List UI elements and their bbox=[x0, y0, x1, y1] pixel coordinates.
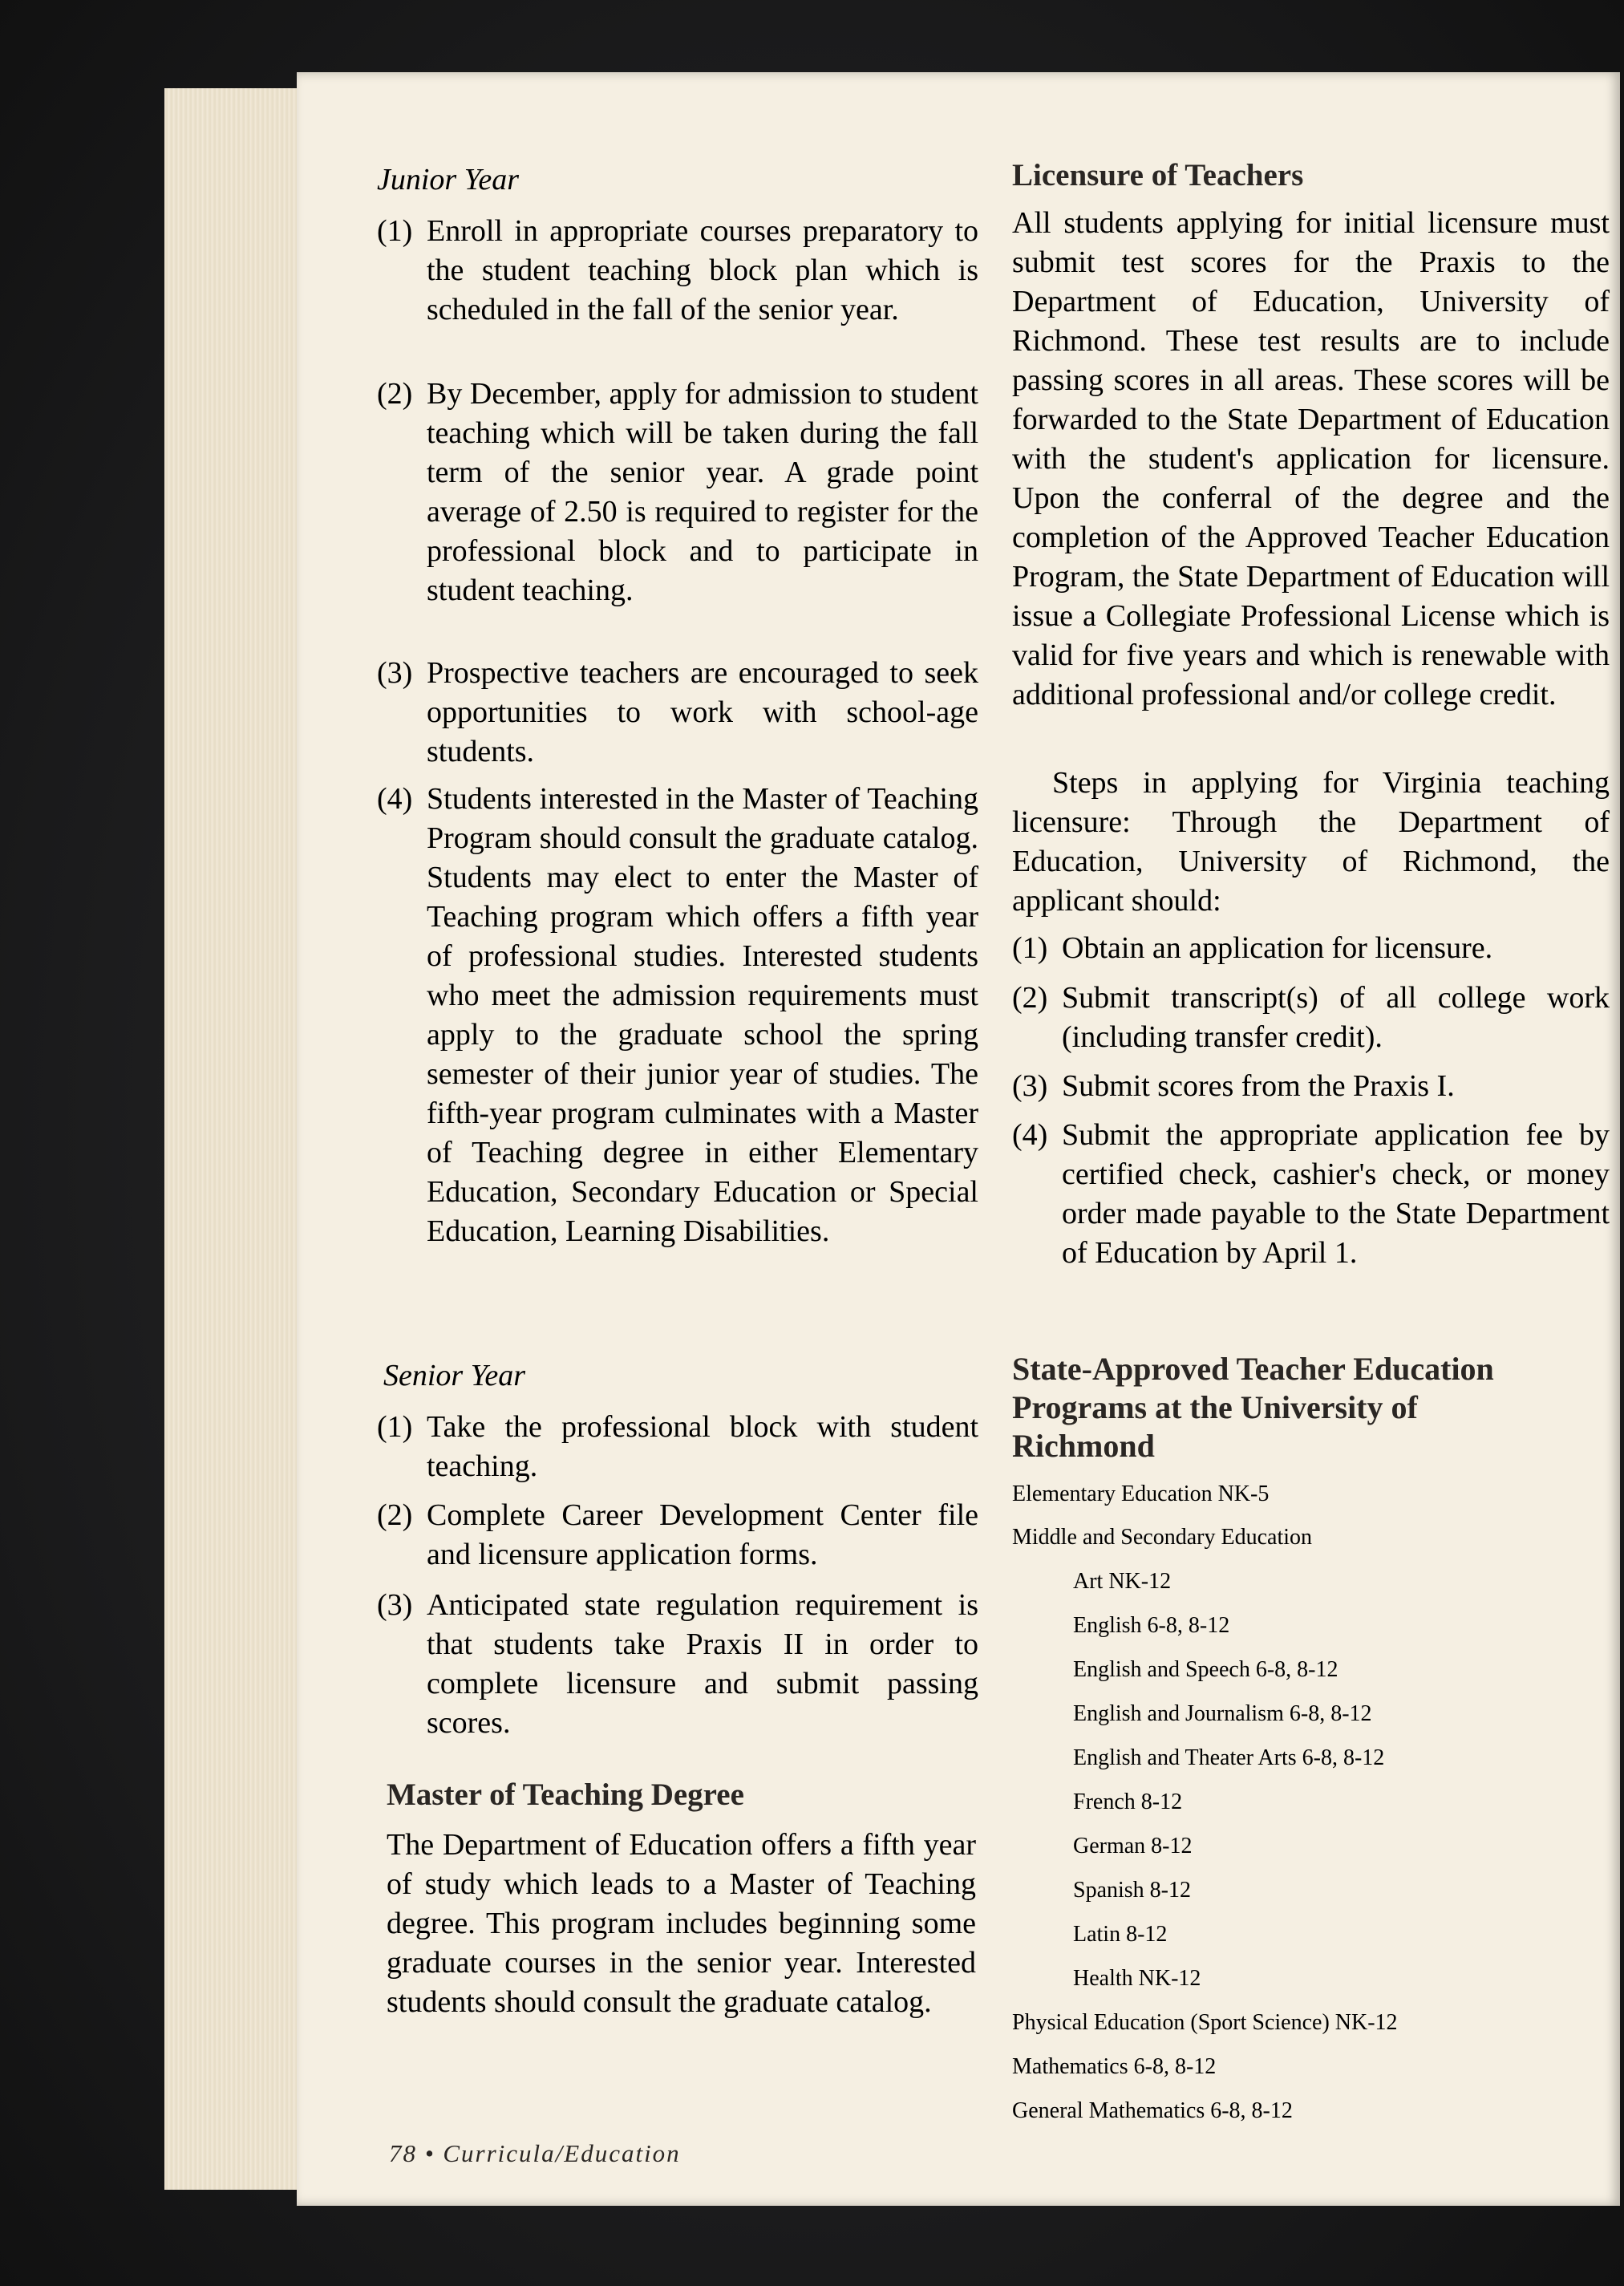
master-of-teaching-text: The Department of Education offers a fifth year of study which leads to a Master of Teaching degree. This program includes beginning some graduate courses in the senior year. Interested students should consult the graduate catalog. bbox=[387, 1828, 976, 2019]
step-item-1: (1) Obtain an application for licensure. bbox=[1012, 931, 1493, 965]
step-item-3: (3) Submit scores from the Praxis I. bbox=[1012, 1069, 1455, 1103]
program-latin: Latin 8-12 bbox=[1073, 1922, 1168, 1947]
junior-year-heading: Junior Year bbox=[377, 163, 520, 197]
program-general-mathematics: General Mathematics 6-8, 8-12 bbox=[1012, 2098, 1293, 2123]
program-english-speech: English and Speech 6-8, 8-12 bbox=[1073, 1657, 1338, 1682]
program-english-theater: English and Theater Arts 6-8, 8-12 bbox=[1073, 1745, 1385, 1770]
page-footer: 78 • Curricula/Education bbox=[389, 2139, 681, 2167]
program-spanish: Spanish 8-12 bbox=[1073, 1878, 1191, 1903]
program-english: English 6-8, 8-12 bbox=[1073, 1613, 1230, 1638]
program-middle-secondary: Middle and Secondary Education bbox=[1012, 1525, 1313, 1550]
licensure-heading: Licensure of Teachers bbox=[1012, 158, 1304, 193]
junior-item-1: (1) Enroll in appropriate courses preparatory to the student teaching block plan which is scheduled in the fall of the senior year. bbox=[377, 214, 978, 326]
page-edges bbox=[164, 88, 309, 2190]
master-of-teaching-heading: Master of Teaching Degree bbox=[387, 1777, 744, 1812]
senior-item-1: (1) Take the professional block with student teaching. bbox=[377, 1410, 978, 1483]
program-german: German 8-12 bbox=[1073, 1834, 1193, 1858]
senior-item-3: (3) Anticipated state regulation requirement is that students take Praxis II in order to complete licensure and submit passing scores. bbox=[377, 1588, 978, 1740]
program-mathematics: Mathematics 6-8, 8-12 bbox=[1012, 2054, 1217, 2079]
step-item-2: (2) Submit transcript(s) of all college work (including transfer credit). bbox=[1012, 981, 1610, 1054]
state-approved-heading-line-1: State-Approved Teacher Education bbox=[1012, 1351, 1494, 1387]
program-french: French 8-12 bbox=[1073, 1789, 1183, 1814]
junior-item-3: (3) Prospective teachers are encouraged to seek opportunities to work with school-age students. bbox=[377, 656, 978, 768]
program-elementary: Elementary Education NK-5 bbox=[1012, 1481, 1270, 1506]
program-english-journalism: English and Journalism 6-8, 8-12 bbox=[1073, 1701, 1372, 1726]
state-approved-heading-line-3: Richmond bbox=[1012, 1428, 1155, 1464]
program-health: Health NK-12 bbox=[1073, 1966, 1201, 1991]
senior-year-heading: Senior Year bbox=[383, 1359, 526, 1392]
steps-intro-text: Steps in applying for Virginia teaching licensure: Through the Department of Education, University of Richmond, the applicant should: bbox=[1012, 766, 1610, 918]
program-physical-education: Physical Education (Sport Science) NK-12 bbox=[1012, 2010, 1398, 2035]
licensure-text: All students applying for initial licensure must submit test scores for the Praxis to the Department of Education, University of Richmond. These test results are to include passing scores in all areas. These scores will be forwarded to the State Department of Education with the student's application for licensure. Upon the conferral of the degree and the completion of the Approved Teacher Education Program, the State Department of Education will issue a Collegiate Professional License which is valid for five years and which is renewable with additional professional and/or college credit. bbox=[1012, 206, 1610, 711]
state-approved-heading-line-2: Programs at the University of bbox=[1012, 1389, 1418, 1425]
junior-item-4: (4) Students interested in the Master of Teaching Program should consult the graduate catalog. Students may elect to enter the Master of Teaching program which offers a fifth year of professional studies. Interested students who meet the admission requirements must apply to the graduate school the spring semester of their junior year of studies. The fifth-year program culminates with a Master of Teaching degree in either Elementary Education, Secondary Education or Special Education, Learning Disabilities. bbox=[377, 782, 978, 1248]
junior-item-2: (2) By December, apply for admission to student teaching which will be taken during the fall term of the senior year. A grade point average of 2.50 is required to register for the professional block and to participate in student teaching. bbox=[377, 377, 978, 607]
senior-item-2: (2) Complete Career Development Center file and licensure application forms. bbox=[377, 1498, 978, 1571]
step-item-4: (4) Submit the appropriate application fee by certified check, cashier's check, or money order made payable to the State Department of Education by April 1. bbox=[1012, 1118, 1610, 1270]
program-art: Art NK-12 bbox=[1073, 1569, 1172, 1594]
